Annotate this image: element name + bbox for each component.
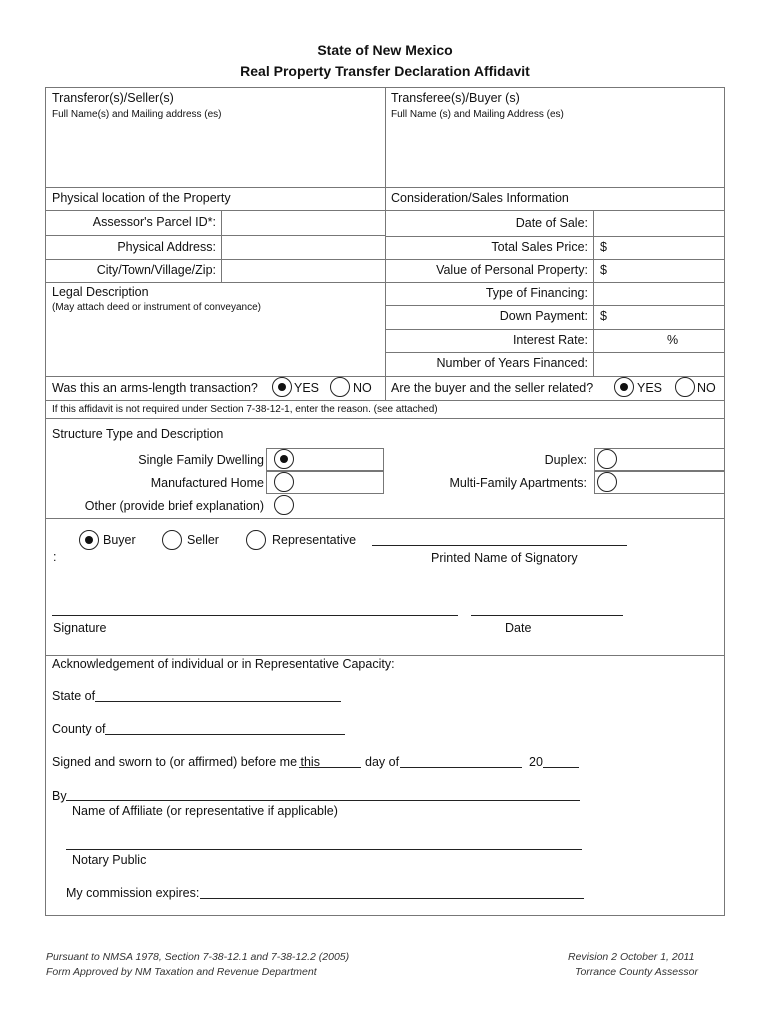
arms-length-question: Was this an arms-length transaction? bbox=[52, 381, 258, 395]
legal-description-label: Legal Description bbox=[52, 285, 149, 299]
arms-length-yes-radio[interactable] bbox=[272, 377, 292, 397]
printed-name-label: Printed Name of Signatory bbox=[431, 551, 578, 565]
commission-expires-line[interactable] bbox=[200, 898, 584, 899]
total-sales-price-label: Total Sales Price: bbox=[491, 240, 588, 254]
state-of-label: State of bbox=[52, 689, 96, 703]
related-yes-radio[interactable] bbox=[614, 377, 634, 397]
city-zip-field[interactable] bbox=[223, 261, 383, 281]
notary-public-label: Notary Public bbox=[72, 853, 147, 867]
legal-description-field[interactable] bbox=[50, 316, 380, 372]
signature-label: Signature bbox=[53, 621, 107, 635]
signatory-seller-radio[interactable] bbox=[162, 530, 182, 550]
signatory-representative-label: Representative bbox=[272, 533, 357, 547]
interest-rate-percent: % bbox=[667, 333, 679, 347]
related-question: Are the buyer and the seller related? bbox=[391, 381, 594, 395]
seller-label: Transferor(s)/Seller(s) bbox=[52, 91, 174, 105]
multi-family-label: Multi-Family Apartments: bbox=[449, 476, 587, 490]
affiliate-label: Name of Affiliate (or representative if applicable) bbox=[72, 804, 338, 818]
signature-date-line[interactable] bbox=[471, 615, 623, 616]
signature-line[interactable] bbox=[52, 615, 458, 616]
personal-property-field[interactable] bbox=[612, 261, 722, 281]
seller-sublabel: Full Name(s) and Mailing address (es) bbox=[52, 109, 222, 120]
total-sales-price-field[interactable] bbox=[612, 238, 722, 258]
signatory-seller-label: Seller bbox=[187, 533, 219, 547]
legal-description-sublabel: (May attach deed or instrument of conveyance) bbox=[52, 302, 261, 313]
not-required-note: If this affidavit is not required under Section 7-38-12-1, enter the reason. (see attached) bbox=[52, 404, 438, 415]
duplex-radio[interactable] bbox=[597, 449, 617, 469]
day-of-label: day of bbox=[365, 755, 400, 769]
single-family-radio[interactable] bbox=[274, 449, 294, 469]
down-payment-label: Down Payment: bbox=[499, 309, 588, 323]
footer-approval: Form Approved by NM Taxation and Revenue Department bbox=[46, 966, 317, 978]
multi-family-radio[interactable] bbox=[597, 472, 617, 492]
form-title: Real Property Transfer Declaration Affidavit bbox=[240, 63, 530, 79]
structure-section-label: Structure Type and Description bbox=[52, 427, 224, 441]
by-label: By bbox=[52, 789, 67, 803]
physical-address-field[interactable] bbox=[223, 237, 383, 257]
manufactured-home-radio[interactable] bbox=[274, 472, 294, 492]
interest-rate-label: Interest Rate: bbox=[512, 333, 588, 347]
sworn-month-line[interactable] bbox=[400, 767, 522, 768]
acknowledgement-label: Acknowledgement of individual or in Representative Capacity: bbox=[52, 657, 395, 671]
type-of-financing-field[interactable] bbox=[596, 284, 722, 304]
related-no-radio[interactable] bbox=[675, 377, 695, 397]
printed-name-line[interactable] bbox=[372, 545, 627, 546]
years-financed-label: Number of Years Financed: bbox=[436, 356, 588, 370]
signatory-buyer-radio[interactable] bbox=[79, 530, 99, 550]
physical-address-label: Physical Address: bbox=[117, 240, 216, 254]
other-structure-label: Other (provide brief explanation) bbox=[84, 499, 264, 513]
state-of-line[interactable] bbox=[95, 701, 341, 702]
buyer-name-field[interactable] bbox=[390, 124, 720, 184]
signed-sworn-label: Signed and sworn to (or affirmed) before me this bbox=[52, 755, 320, 769]
down-payment-dollar: $ bbox=[600, 309, 607, 323]
signature-date-label: Date bbox=[505, 621, 532, 635]
total-sales-price-dollar: $ bbox=[600, 240, 607, 254]
buyer-sublabel: Full Name (s) and Mailing Address (es) bbox=[391, 109, 564, 120]
years-financed-field[interactable] bbox=[596, 354, 722, 374]
arms-length-yes-label: YES bbox=[294, 381, 320, 395]
signatory-buyer-label: Buyer bbox=[103, 533, 136, 547]
manufactured-home-label: Manufactured Home bbox=[150, 476, 264, 490]
county-of-label: County of bbox=[52, 722, 106, 736]
footer-revision: Revision 2 October 1, 2011 bbox=[568, 951, 695, 963]
type-of-financing-label: Type of Financing: bbox=[485, 286, 588, 300]
duplex-label: Duplex: bbox=[544, 453, 587, 467]
parcel-id-label: Assessor's Parcel ID*: bbox=[92, 215, 216, 229]
sworn-year-line[interactable] bbox=[543, 767, 579, 768]
signatory-colon: : bbox=[53, 550, 57, 564]
other-structure-radio[interactable] bbox=[274, 495, 294, 515]
sworn-day-line[interactable] bbox=[299, 767, 361, 768]
parcel-id-field[interactable] bbox=[223, 212, 383, 232]
city-zip-label: City/Town/Village/Zip: bbox=[96, 263, 216, 277]
consideration-section-label: Consideration/Sales Information bbox=[391, 191, 569, 205]
commission-expires-label: My commission expires: bbox=[66, 886, 200, 900]
related-yes-label: YES bbox=[637, 381, 663, 395]
personal-property-label: Value of Personal Property: bbox=[436, 263, 588, 277]
signatory-representative-radio[interactable] bbox=[246, 530, 266, 550]
seller-name-field[interactable] bbox=[50, 124, 380, 184]
footer-assessor: Torrance County Assessor bbox=[575, 966, 698, 978]
single-family-label: Single Family Dwelling bbox=[138, 453, 264, 467]
personal-property-dollar: $ bbox=[600, 263, 607, 277]
down-payment-field[interactable] bbox=[612, 307, 722, 327]
county-of-line[interactable] bbox=[105, 734, 345, 735]
buyer-label: Transferee(s)/Buyer (s) bbox=[391, 91, 520, 105]
notary-public-line[interactable] bbox=[66, 849, 582, 850]
interest-rate-field[interactable] bbox=[596, 331, 660, 351]
arms-length-no-radio[interactable] bbox=[330, 377, 350, 397]
form-state-title: State of New Mexico bbox=[317, 42, 453, 58]
affiliate-line[interactable] bbox=[66, 800, 580, 801]
date-of-sale-field[interactable] bbox=[596, 212, 722, 232]
property-section-label: Physical location of the Property bbox=[52, 191, 231, 205]
date-of-sale-label: Date of Sale: bbox=[515, 216, 588, 230]
arms-length-no-label: NO bbox=[353, 381, 372, 395]
year-prefix-label: 20 bbox=[529, 755, 543, 769]
footer-statute: Pursuant to NMSA 1978, Section 7-38-12.1 and 7-38-12.2 (2005) bbox=[46, 951, 350, 963]
related-no-label: NO bbox=[697, 381, 716, 395]
